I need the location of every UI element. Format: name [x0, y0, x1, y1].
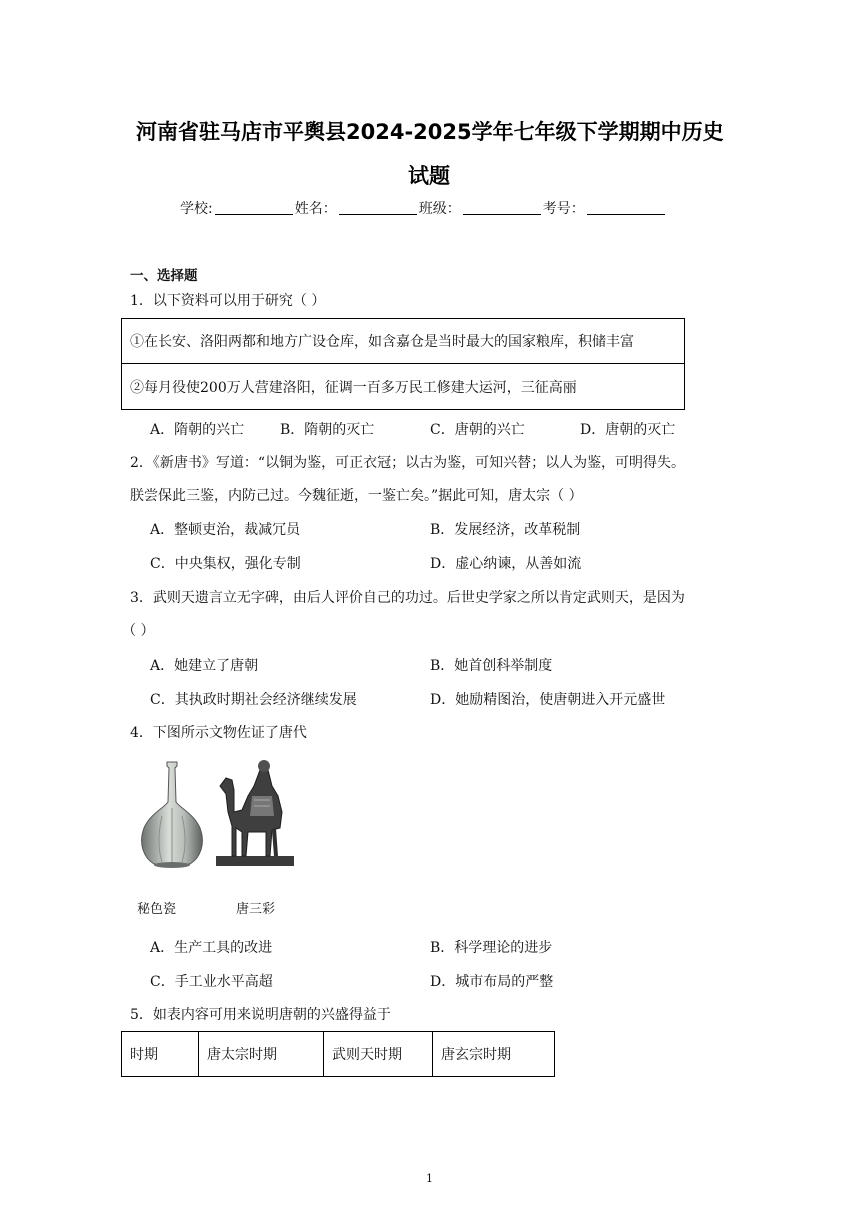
- q3-option-c[interactable]: C．其执政时期社会经济继续发展: [150, 692, 357, 708]
- page-number: 1: [426, 1172, 433, 1185]
- table-header-wuzetian: 武则天时期: [324, 1032, 433, 1077]
- q2-option-a[interactable]: A．整顿吏治，裁减冗员: [150, 522, 301, 538]
- celadon-vase-image: [134, 758, 210, 870]
- question-5-stem: 5．如表内容可用来说明唐朝的兴盛得益于: [130, 1007, 391, 1023]
- source-row-2: ②每月役使200万人营建洛阳，征调一百多万民工修建大运河，三征高丽: [122, 364, 685, 410]
- q2-option-d[interactable]: D．虚心纳谏，从善如流: [430, 556, 582, 572]
- name-blank[interactable]: [339, 200, 417, 215]
- page-title-line-2: 试题: [408, 164, 450, 188]
- q1-option-b[interactable]: B．隋朝的灭亡: [280, 422, 375, 438]
- id-label: 考号：: [542, 201, 585, 217]
- table-header-xuanzong: 唐玄宗时期: [433, 1032, 555, 1077]
- section-title: 一、选择题: [130, 268, 198, 284]
- figure-caption-sancai: 唐三彩: [236, 902, 276, 917]
- q1-option-c[interactable]: C．唐朝的兴亡: [430, 422, 525, 438]
- class-label: 班级：: [418, 201, 461, 217]
- school-blank[interactable]: [215, 200, 293, 215]
- q3-option-b[interactable]: B．她首创科举制度: [430, 658, 553, 674]
- tang-sancai-camel-image: [212, 756, 296, 870]
- page-title-line-1: 河南省驻马店市平舆县2024-2025学年七年级下学期期中历史: [136, 120, 724, 144]
- school-label: 学校:: [180, 201, 213, 217]
- class-blank[interactable]: [463, 200, 541, 215]
- q4-option-d[interactable]: D．城市布局的严整: [430, 974, 554, 990]
- q1-option-d[interactable]: D．唐朝的灭亡: [580, 422, 676, 438]
- question-2-stem-line-1: 2．《新唐书》写道：“以铜为鉴，可正衣冠；以古为鉴，可知兴替；以人为鉴，可明得失。: [130, 455, 686, 471]
- q1-option-a[interactable]: A．隋朝的兴亡: [150, 422, 245, 438]
- q3-option-d[interactable]: D．她励精图治，使唐朝进入开元盛世: [430, 692, 666, 708]
- question-1-stem: 1．以下资料可以用于研究（ ）: [130, 293, 326, 309]
- table-header-period: 时期: [122, 1032, 199, 1077]
- source-row-1: ①在长安、洛阳两都和地方广设仓库，如含嘉仓是当时最大的国家粮库，积储丰富: [122, 319, 685, 364]
- question-3-stem-line-2: （ ）: [122, 623, 155, 639]
- id-blank[interactable]: [587, 200, 665, 215]
- question-5-table: [121, 1031, 555, 1077]
- figure-caption-celadon: 秘色瓷: [137, 902, 177, 917]
- student-info-line: [180, 198, 667, 218]
- q2-option-c[interactable]: C．中央集权，强化专制: [150, 556, 301, 572]
- table-header-taizong: 唐太宗时期: [199, 1032, 324, 1077]
- question-3-stem-line-1: 3．武则天遗言立无字碑，由后人评价自己的功过。后世史学家之所以肯定武则天，是因为: [130, 590, 685, 606]
- q4-option-b[interactable]: B．科学理论的进步: [430, 940, 553, 956]
- q4-option-c[interactable]: C．手工业水平高超: [150, 974, 273, 990]
- q4-option-a[interactable]: A．生产工具的改进: [150, 940, 273, 956]
- q2-option-b[interactable]: B．发展经济，改革税制: [430, 522, 581, 538]
- name-label: 姓名：: [294, 201, 337, 217]
- question-2-stem-line-2: 朕尝保此三鉴，内防己过。今魏征逝，一鉴亡矣。”据此可知，唐太宗（ ）: [130, 488, 583, 504]
- q3-option-a[interactable]: A．她建立了唐朝: [150, 658, 259, 674]
- question-1-source-table: [121, 318, 685, 410]
- question-4-stem: 4．下图所示文物佐证了唐代: [130, 725, 307, 741]
